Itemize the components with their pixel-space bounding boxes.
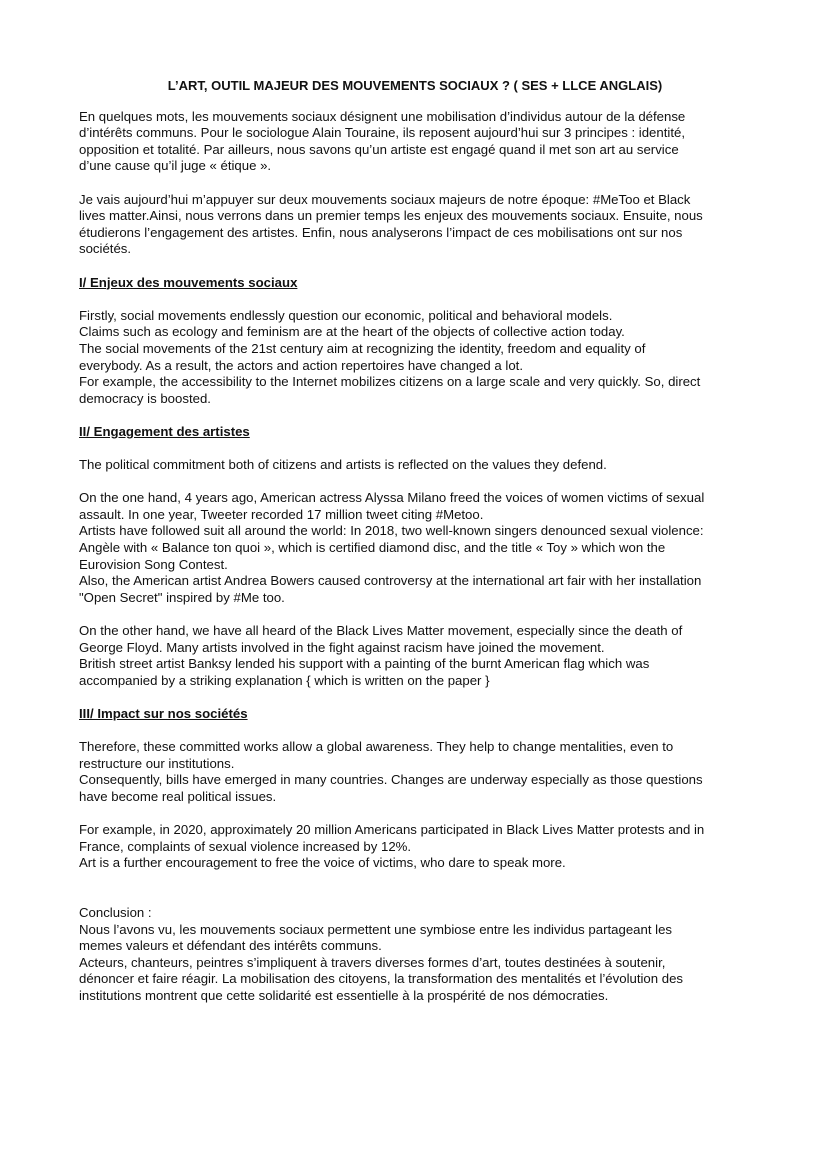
text-line: Angèle with « Balance ton quoi », which is certified diamond disc, and the title « Toy » which won the [79, 540, 666, 556]
section-3-paragraph-1 [79, 739, 751, 805]
text-line: have become real political issues. [79, 788, 277, 804]
text-line: British street artist Banksy lended his support with a painting of the burnt American flag which was [79, 656, 650, 672]
conclusion [79, 905, 751, 1005]
text-line: Therefore, these committed works allow a global awareness. They help to change mentalities, even to [79, 739, 674, 755]
text-line: Claims such as ecology and feminism are at the heart of the objects of collective action today. [79, 324, 625, 340]
text-line: George Floyd. Many artists involved in the fight against racism have joined the movement. [79, 639, 605, 655]
text-line: The political commitment both of citizens and artists is reflected on the values they defend. [79, 457, 607, 473]
text-line: Art is a further encouragement to free the voice of victims, who dare to speak more. [79, 855, 566, 871]
text-line: For example, the accessibility to the Internet mobilizes citizens on a large scale and very quickly. So, direct [79, 374, 701, 390]
text-line: restructure our institutions. [79, 755, 235, 771]
section-3-paragraph-2 [79, 822, 751, 872]
text-line: Nous l’avons vu, les mouvements sociaux permettent une symbiose entre les individus partageant les [79, 921, 673, 937]
text-line: sociétés. [79, 241, 132, 257]
text-line: assault. In one year, Tweeter recorded 17 million tweet citing #Metoo. [79, 506, 484, 522]
text-line: Acteurs, chanteurs, peintres s’impliquent à travers diverses formes d’art, toutes destinées à soutenir, [79, 954, 666, 970]
conclusion-label: Conclusion : [79, 905, 152, 921]
text-line: democracy is boosted. [79, 390, 211, 406]
document-page [79, 78, 751, 1005]
section-heading-2: II/ Engagement des artistes [79, 423, 250, 439]
text-line: En quelques mots, les mouvements sociaux désignent une mobilisation d’individus autour de la défense [79, 108, 686, 124]
text-line: opposition et totalité. Par ailleurs, nous savons qu’un artiste est engagé quand il met son art au service [79, 141, 679, 157]
text-line: lives matter.Ainsi, nous verrons dans un premier temps les enjeux des mouvements sociaux. Ensuite, nous [79, 208, 703, 224]
section-2-paragraph-1 [79, 457, 751, 474]
text-line: On the one hand, 4 years ago, American actress Alyssa Milano freed the voices of women victims of sexual [79, 490, 705, 506]
intro-paragraph-2 [79, 192, 751, 258]
text-line: Artists have followed suit all around the world: In 2018, two well-known singers denounced sexual violence: [79, 523, 704, 539]
text-line: The social movements of the 21st century aim at recognizing the identity, freedom and equality of [79, 340, 646, 356]
text-line: Eurovision Song Contest. [79, 556, 228, 572]
intro-paragraph-1 [79, 109, 751, 175]
text-line: étudierons l’engagement des artistes. Enfin, nous analyserons l’impact de ces mobilisations ont sur nos [79, 224, 683, 240]
text-line: institutions montrent que cette solidarité est essentielle à la prospérité de nos démocraties. [79, 988, 609, 1004]
text-line: Firstly, social movements endlessly question our economic, political and behavioral models. [79, 307, 613, 323]
text-line: Also, the American artist Andrea Bowers caused controversy at the international art fair with her installation [79, 573, 702, 589]
text-line: accompanied by a striking explanation { which is written on the paper } [79, 672, 490, 688]
text-line: dénoncer et faire réagir. La mobilisation des citoyens, la transformation des mentalités et l’évolution des [79, 971, 684, 987]
document-title: L’ART, OUTIL MAJEUR DES MOUVEMENTS SOCIAUX ? ( SES + LLCE ANGLAIS) [167, 78, 663, 93]
text-line: everybody. As a result, the actors and action repertoires have changed a lot. [79, 357, 523, 373]
text-line: For example, in 2020, approximately 20 million Americans participated in Black Lives Matter protests and in [79, 822, 705, 838]
section-2-paragraph-2 [79, 490, 751, 606]
section-1-paragraph [79, 308, 751, 408]
text-line: "Open Secret" inspired by #Me too. [79, 589, 285, 605]
text-line: d’une cause qu’il juge « étique ». [79, 158, 272, 174]
section-heading-3: III/ Impact sur nos sociétés [79, 705, 248, 721]
text-line: France, complaints of sexual violence increased by 12%. [79, 838, 412, 854]
text-line: d’intérêts communs. Pour le sociologue Alain Touraine, ils reposent aujourd’hui sur 3 principes : identité, [79, 125, 685, 141]
section-2-paragraph-3 [79, 623, 751, 689]
text-line: Consequently, bills have emerged in many countries. Changes are underway especially as those questions [79, 772, 703, 788]
text-line: On the other hand, we have all heard of the Black Lives Matter movement, especially since the death of [79, 623, 683, 638]
text-line: memes valeurs et défendant des intérêts communs. [79, 938, 382, 954]
text-line: Je vais aujourd’hui m’appuyer sur deux mouvements sociaux majeurs de notre époque: #MeToo et Black [79, 191, 691, 207]
section-heading-1: I/ Enjeux des mouvements sociaux [79, 274, 298, 290]
